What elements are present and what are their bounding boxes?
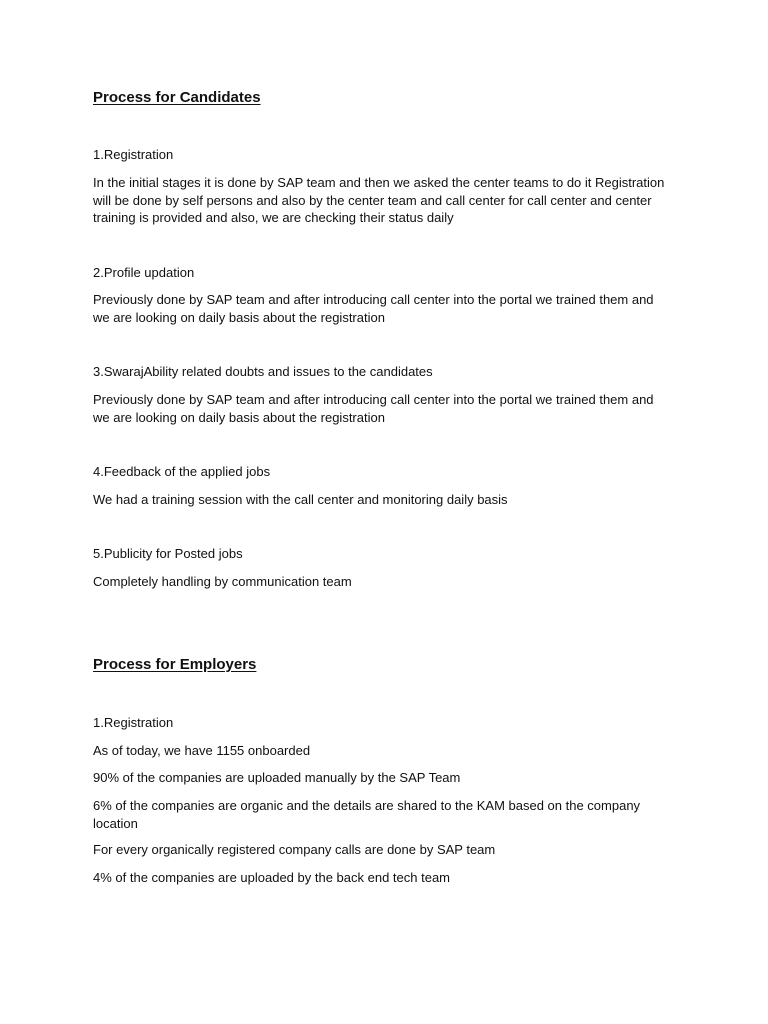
employers-paragraph-5: 4% of the companies are uploaded by the back end tech team — [93, 870, 451, 885]
candidates-section-1-text: In the initial stages it is done by SAP team and then we asked the center teams to do it Registration will be done by self persons and also by the center team and call center for call center and center training is provided and also, we are checking their status daily — [93, 175, 665, 225]
candidates-section-3-text: Previously done by SAP team and after introducing call center into the portal we trained them and we are looking on daily basis about the registration — [93, 392, 654, 425]
candidates-section-3-title: 3.SwarajAbility related doubts and issues to the candidates — [93, 364, 433, 379]
candidates-section-2-title: 2.Profile updation — [93, 265, 195, 280]
candidates-section-1-title: 1.Registration — [93, 147, 174, 162]
candidates-section-4-title: 4.Feedback of the applied jobs — [93, 464, 271, 479]
employers-heading: Process for Employers — [93, 656, 257, 673]
employers-section-1-title: 1.Registration — [93, 715, 174, 730]
employers-paragraph-1: As of today, we have 1155 onboarded — [93, 743, 311, 758]
candidates-section-2-text: Previously done by SAP team and after introducing call center into the portal we trained them and we are looking on daily basis about the registration — [93, 292, 654, 325]
candidates-heading: Process for Candidates — [93, 89, 261, 106]
candidates-section-5-title: 5.Publicity for Posted jobs — [93, 546, 243, 561]
candidates-section-5-text: Completely handling by communication team — [93, 574, 352, 589]
employers-paragraph-2: 90% of the companies are uploaded manually by the SAP Team — [93, 770, 461, 785]
employers-paragraph-3: 6% of the companies are organic and the details are shared to the KAM based on the company location — [93, 798, 641, 831]
candidates-section-4-text: We had a training session with the call center and monitoring daily basis — [93, 492, 508, 507]
employers-paragraph-4: For every organically registered company calls are done by SAP team — [93, 842, 496, 857]
